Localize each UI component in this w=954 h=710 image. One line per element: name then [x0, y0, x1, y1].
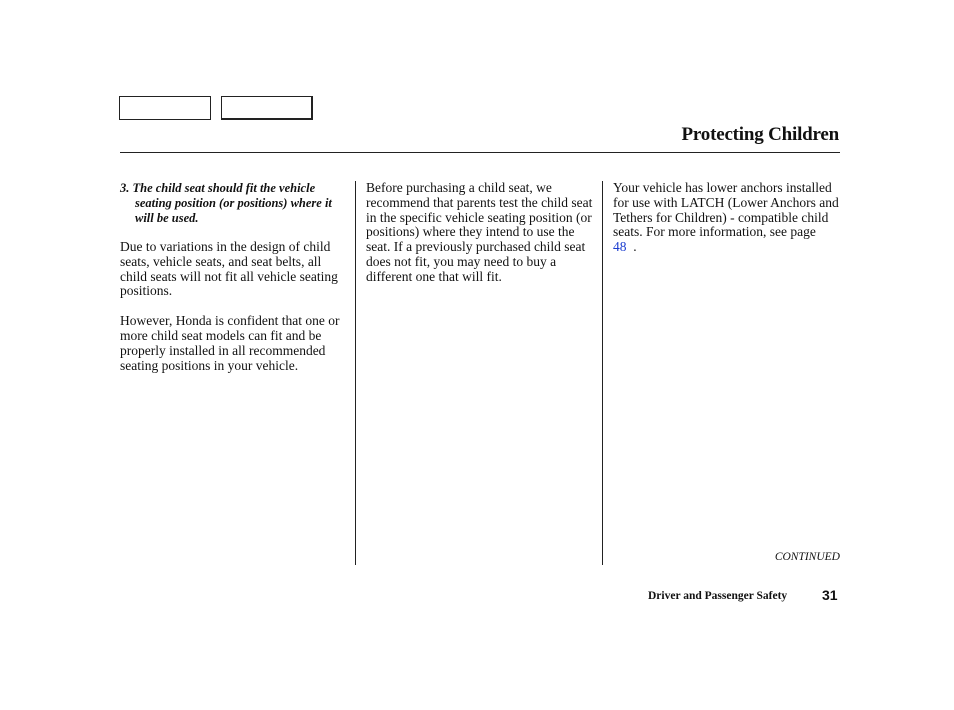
paragraph-before-purchasing: Before purchasing a child seat, we recommend that parents test the child seat in the specific vehicle seating position (or positions) where they intend to use the seat. If a previously purchased child seat does not fit, you may need to buy a different one that will fit.: [366, 180, 593, 284]
column-2: [366, 181, 594, 300]
page-title: Protecting Children: [681, 124, 839, 145]
continued-label: CONTINUED: [774, 551, 840, 563]
page-48-link[interactable]: 48: [613, 239, 627, 255]
page-number: 31: [822, 587, 838, 603]
paragraph-latch: [613, 181, 841, 255]
previous-page-button[interactable]: [119, 96, 211, 120]
paragraph-variations: Due to variations in the design of child seats, vehicle seats, and seat belts, all child seats will not fit all vehicle seating positions.: [120, 239, 338, 299]
footer-section-title: Driver and Passenger Safety: [648, 590, 788, 602]
item-heading: 3. The child seat should fit the vehicle seating position (or positions) where it will be used.: [120, 181, 332, 225]
column-1: [120, 181, 346, 388]
latch-text: Your vehicle has lower anchors installed for use with LATCH (Lower Anchors and Tethers for Children) - compatible child seats. For more information, see page: [613, 180, 839, 240]
latch-period: .: [633, 239, 637, 255]
column-3: [613, 181, 841, 270]
paragraph-confidence: However, Honda is confident that one or more child seat models can fit and be properly installed in all recommended seating positions in your vehicle.: [120, 313, 340, 373]
next-page-button[interactable]: [221, 96, 313, 120]
header-rule: [120, 152, 840, 153]
column-divider-1: [355, 181, 356, 565]
column-divider-2: [602, 181, 603, 565]
